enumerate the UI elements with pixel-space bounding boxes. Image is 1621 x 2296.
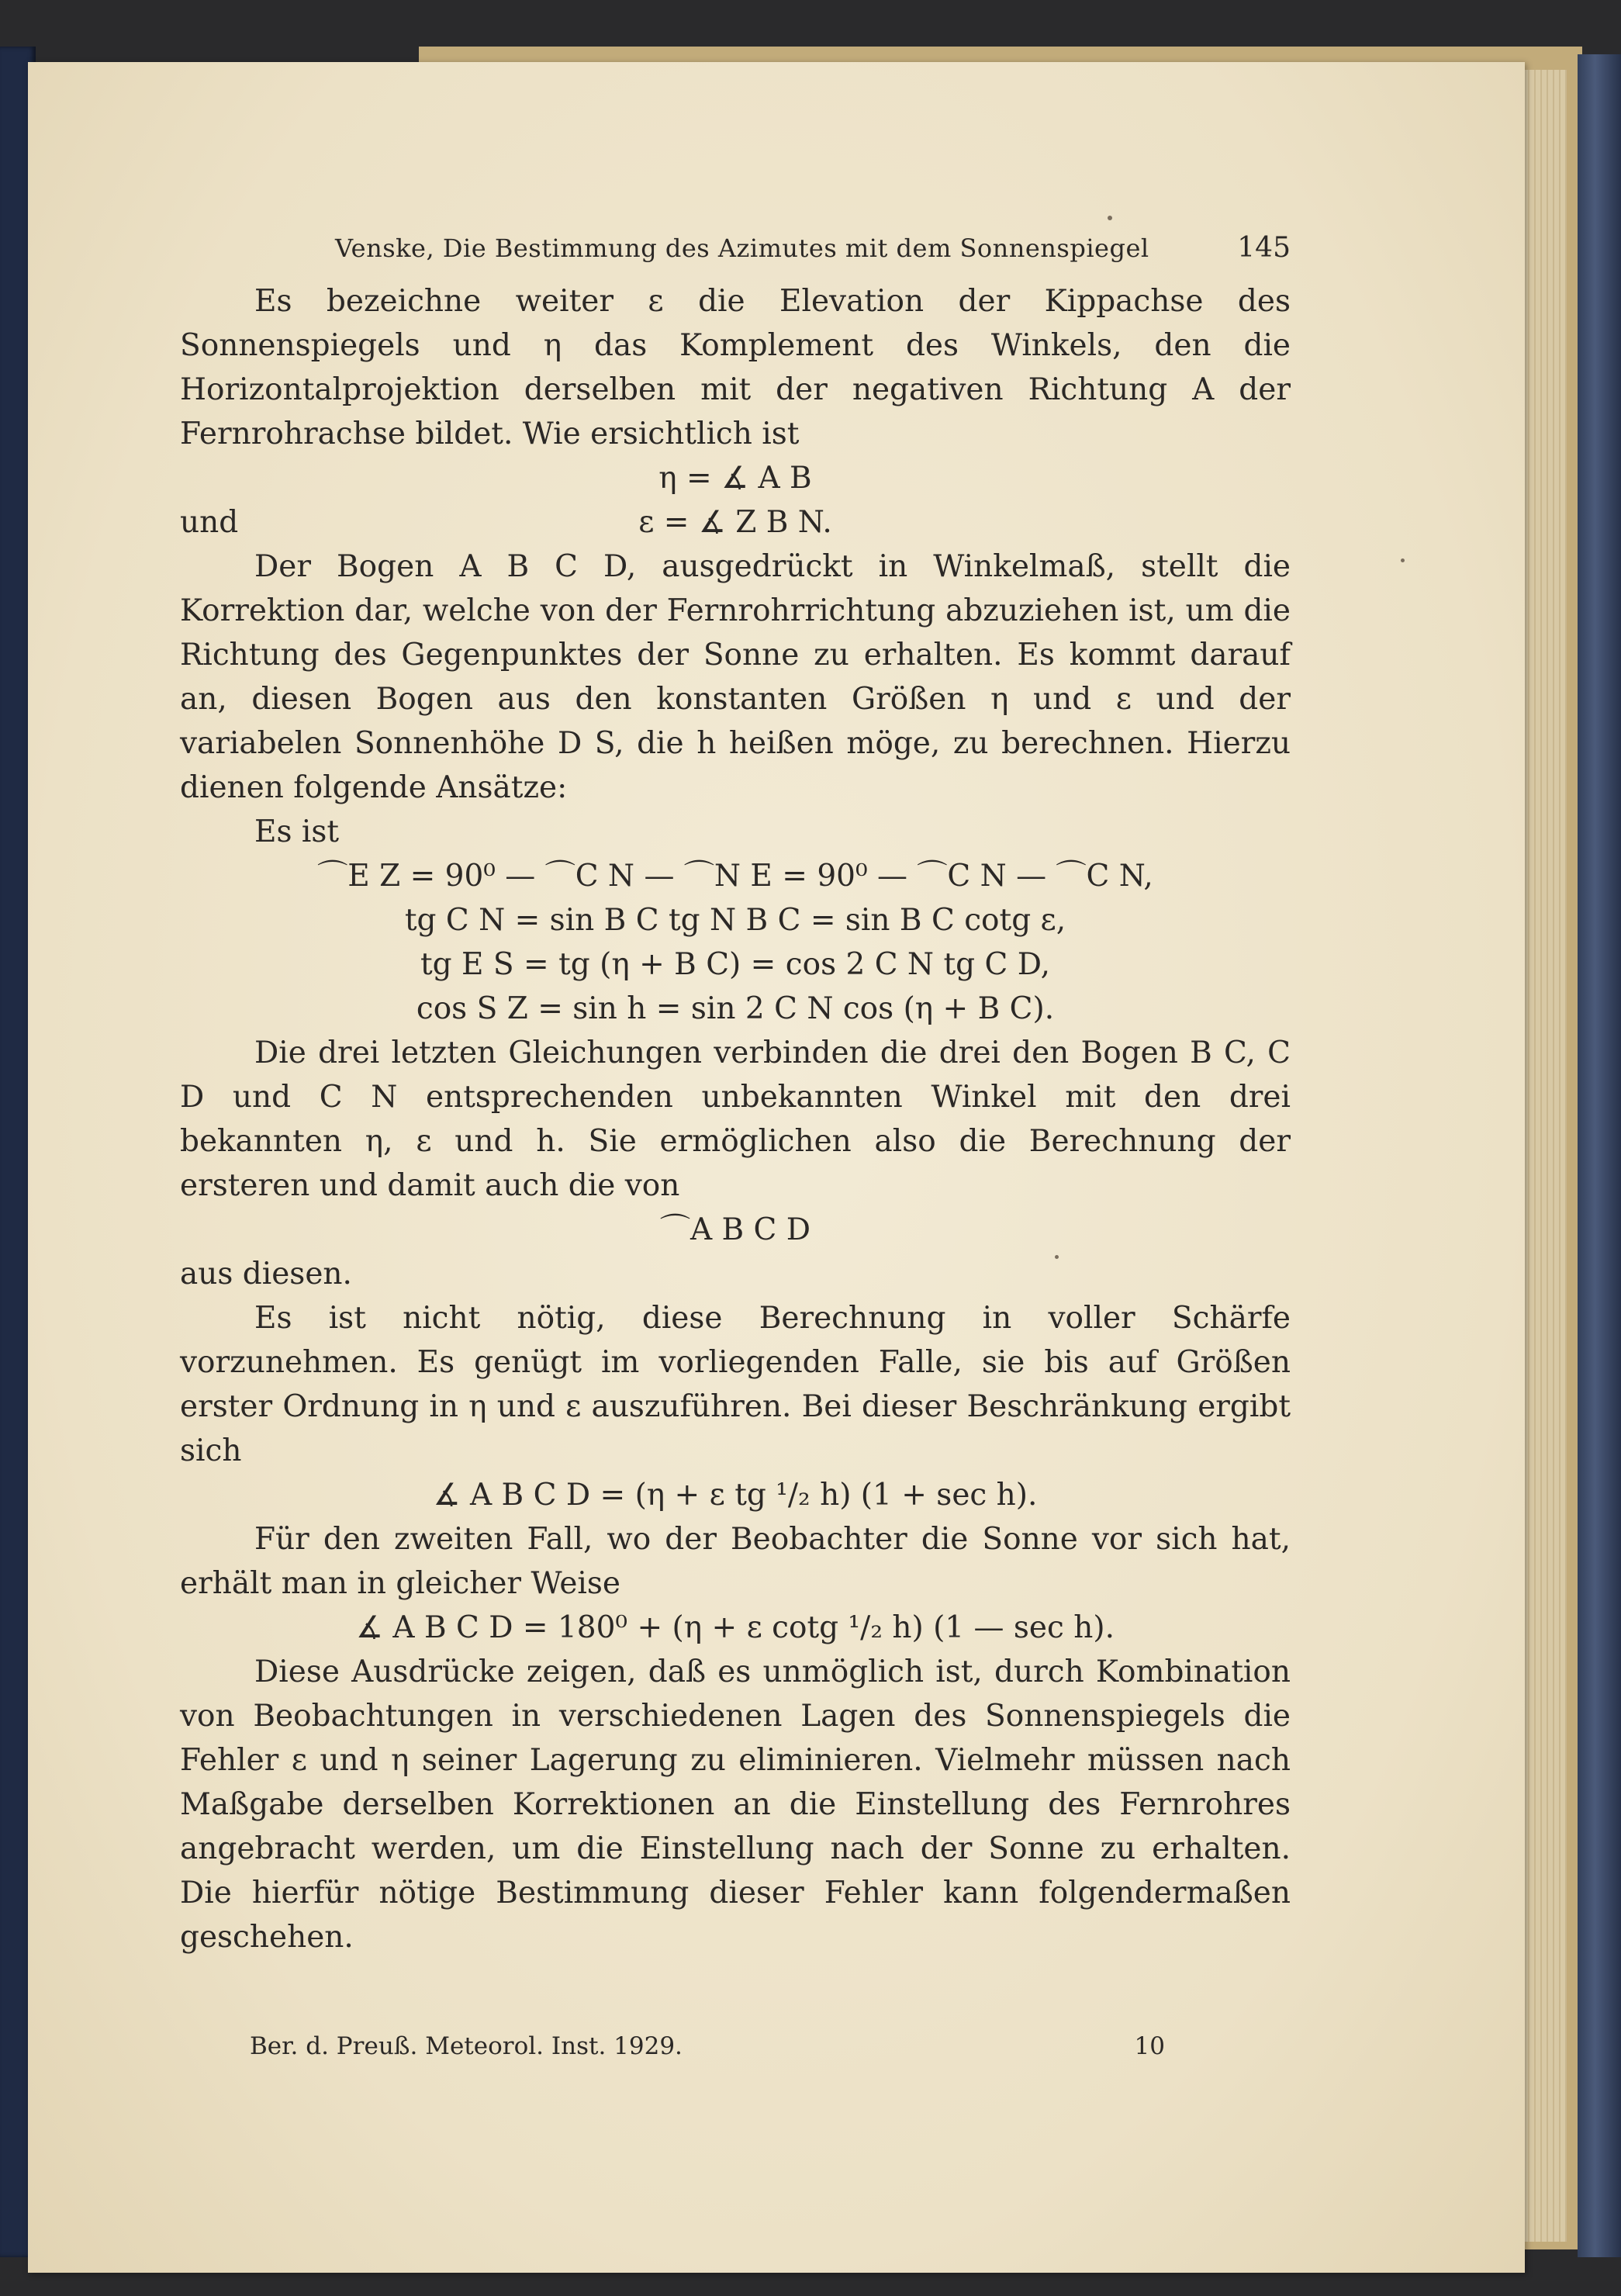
paragraph-2: Der Bogen A B C D, ausgedrückt in Winkelmaß, stellt die Korrektion dar, welche von der Fernrohrrichtung abzuziehen ist, um die Richtung des Gegenpunktes der Sonne zu erhalten. Es kommt darauf an, diesen Bogen aus den konstanten Größen η und ε und der variabelen Sonnenhöhe D S, die h heißen möge, zu berechnen. Hierzu dienen folgende Ansätze: [180, 549, 1291, 805]
equation-1-expr: η = ∡ A B [658, 461, 812, 496]
page-number: 145 [1237, 232, 1291, 264]
paragraph-4: Es ist nicht nötig, diese Berechnung in voller Schärfe vorzunehmen. Es genügt im vorliegenden Falle, sie bis auf Größen erster Ordnung in η und ε auszuführen. Bei dieser Beschränkung ergibt sich [180, 1301, 1291, 1468]
running-header [180, 233, 1291, 264]
equation-5: tg E S = tg (η + B C) = cos 2 C N tg C D, [420, 947, 1050, 982]
footer-source: Ber. d. Preuß. Meteorol. Inst. 1929. [250, 2032, 683, 2060]
equation-8: ∡ A B C D = (η + ε tg ¹/₂ h) (1 + sec h). [433, 1478, 1038, 1513]
equation-7: ⌒A B C D [659, 1212, 811, 1247]
paper-speck [1108, 216, 1112, 220]
equation-2-label: und [180, 505, 239, 540]
paragraph-5: Für den zweiten Fall, wo der Beobachter die Sonne vor sich hat, erhält man in gleicher Weise [180, 1522, 1291, 1601]
paragraph-6: Diese Ausdrücke zeigen, daß es unmöglich ist, durch Kombination von Beobachtungen in verschiedenen Lagen des Sonnenspiegels die Fehler ε und η seiner Lagerung zu eliminieren. Vielmehr müssen nach Maßgabe derselben Korrektionen an die Einstellung des Fernrohres angebracht werden, um die Einstellung nach der Sonne zu erhalten. Die hierfür nötige Bestimmung dieser Fehler kann folgendermaßen geschehen. [180, 1655, 1291, 1955]
book-binding-right [1578, 54, 1621, 2257]
equation-4: tg C N = sin B C tg N B C = sin B C cotg ε, [404, 903, 1066, 938]
equation-9: ∡ A B C D = 180⁰ + (η + ε cotg ¹/₂ h) (1 — sec h). [356, 1610, 1115, 1645]
footer-signature: 10 [1134, 2032, 1165, 2060]
page-footer [250, 2032, 1165, 2060]
page-body [180, 233, 1291, 1959]
paragraph-1: Es bezeichne weiter ε die Elevation der Kippachse des Sonnenspiegels und η das Komplement des Winkels, den die Horizontalprojektion derselben mit der negativen Richtung A der Fernrohrachse bildet. Wie ersichtlich ist [180, 284, 1291, 451]
equation-2 [180, 500, 1291, 545]
equation-6: cos S Z = sin h = sin 2 C N cos (η + B C). [416, 991, 1055, 1026]
es-ist-line: Es ist [254, 814, 340, 849]
equation-2-expr: ε = ∡ Z B N. [638, 505, 832, 540]
paragraph-3: Die drei letzten Gleichungen verbinden die drei den Bogen B C, C D und C N entsprechenden unbekannten Winkel mit den drei bekannten η, ε und h. Sie ermöglichen also die Berechnung der ersteren und damit auch die von [180, 1036, 1291, 1203]
equation-3: ⌒E Z = 90⁰ — ⌒C N — ⌒N E = 90⁰ — ⌒C N — ⌒C N, [317, 859, 1153, 894]
paper-speck [1401, 558, 1405, 562]
equation-1 [180, 456, 1291, 500]
running-title: Venske, Die Bestimmung des Azimutes mit dem Sonnenspiegel [335, 233, 1149, 263]
paragraph-3-end: aus diesen. [180, 1257, 352, 1292]
